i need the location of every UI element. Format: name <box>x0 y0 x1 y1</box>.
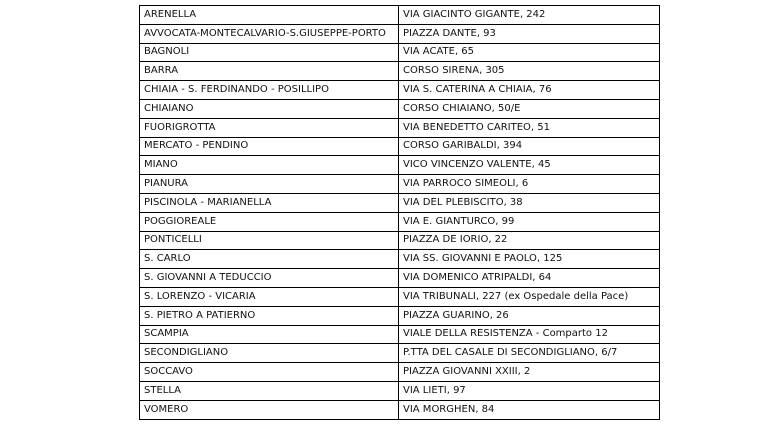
address-table <box>139 5 660 420</box>
address-cell: VIA ACATE, 65 <box>399 43 660 62</box>
table-row <box>140 344 660 363</box>
table-row <box>140 156 660 175</box>
table-row <box>140 287 660 306</box>
table-row <box>140 137 660 156</box>
address-cell: VIA DOMENICO ATRIPALDI, 64 <box>399 269 660 288</box>
table-row <box>140 43 660 62</box>
table-row <box>140 175 660 194</box>
address-cell: VIA MORGHEN, 84 <box>399 400 660 419</box>
address-cell: PIAZZA GUARINO, 26 <box>399 306 660 325</box>
address-cell: CORSO CHIAIANO, 50/E <box>399 99 660 118</box>
table-row <box>140 6 660 25</box>
table-row <box>140 24 660 43</box>
area-cell: POGGIOREALE <box>140 212 399 231</box>
table-row <box>140 269 660 288</box>
area-cell: S. PIETRO A PATIERNO <box>140 306 399 325</box>
address-table-body <box>140 6 660 420</box>
area-cell: SOCCAVO <box>140 363 399 382</box>
address-cell: VIA TRIBUNALI, 227 (ex Ospedale della Pace) <box>399 287 660 306</box>
table-row <box>140 212 660 231</box>
table-row <box>140 400 660 419</box>
address-cell: VIA GIACINTO GIGANTE, 242 <box>399 6 660 25</box>
area-cell: VOMERO <box>140 400 399 419</box>
area-cell: S. CARLO <box>140 250 399 269</box>
table-row <box>140 231 660 250</box>
address-cell: CORSO SIRENA, 305 <box>399 62 660 81</box>
table-row <box>140 62 660 81</box>
table-row <box>140 363 660 382</box>
table-row <box>140 99 660 118</box>
area-cell: SCAMPIA <box>140 325 399 344</box>
area-cell: PONTICELLI <box>140 231 399 250</box>
area-cell: ARENELLA <box>140 6 399 25</box>
area-cell: BAGNOLI <box>140 43 399 62</box>
area-cell: BARRA <box>140 62 399 81</box>
table-row <box>140 81 660 100</box>
address-cell: VIA DEL PLEBISCITO, 38 <box>399 193 660 212</box>
area-cell: MERCATO - PENDINO <box>140 137 399 156</box>
address-cell: CORSO GARIBALDI, 394 <box>399 137 660 156</box>
address-cell: VIA E. GIANTURCO, 99 <box>399 212 660 231</box>
area-cell: S. LORENZO - VICARIA <box>140 287 399 306</box>
area-cell: CHIAIANO <box>140 99 399 118</box>
area-cell: FUORIGROTTA <box>140 118 399 137</box>
table-row <box>140 306 660 325</box>
address-cell: VIA S. CATERINA A CHIAIA, 76 <box>399 81 660 100</box>
area-cell: CHIAIA - S. FERDINANDO - POSILLIPO <box>140 81 399 100</box>
table-row <box>140 118 660 137</box>
area-cell: SECONDIGLIANO <box>140 344 399 363</box>
address-cell: VIALE DELLA RESISTENZA - Comparto 12 <box>399 325 660 344</box>
address-cell: VIA SS. GIOVANNI E PAOLO, 125 <box>399 250 660 269</box>
area-cell: MIANO <box>140 156 399 175</box>
address-cell: PIAZZA DANTE, 93 <box>399 24 660 43</box>
table-row <box>140 325 660 344</box>
area-cell: PISCINOLA - MARIANELLA <box>140 193 399 212</box>
address-cell: P.TTA DEL CASALE DI SECONDIGLIANO, 6/7 <box>399 344 660 363</box>
address-cell: PIAZZA DE IORIO, 22 <box>399 231 660 250</box>
table-row <box>140 250 660 269</box>
address-table-container <box>139 5 660 420</box>
address-cell: VIA BENEDETTO CARITEO, 51 <box>399 118 660 137</box>
address-cell: VIA LIETI, 97 <box>399 381 660 400</box>
address-cell: VIA PARROCO SIMEOLI, 6 <box>399 175 660 194</box>
address-cell: VICO VINCENZO VALENTE, 45 <box>399 156 660 175</box>
table-row <box>140 193 660 212</box>
address-cell: PIAZZA GIOVANNI XXIII, 2 <box>399 363 660 382</box>
area-cell: S. GIOVANNI A TEDUCCIO <box>140 269 399 288</box>
table-row <box>140 381 660 400</box>
area-cell: STELLA <box>140 381 399 400</box>
area-cell: AVVOCATA-MONTECALVARIO-S.GIUSEPPE-PORTO <box>140 24 399 43</box>
area-cell: PIANURA <box>140 175 399 194</box>
